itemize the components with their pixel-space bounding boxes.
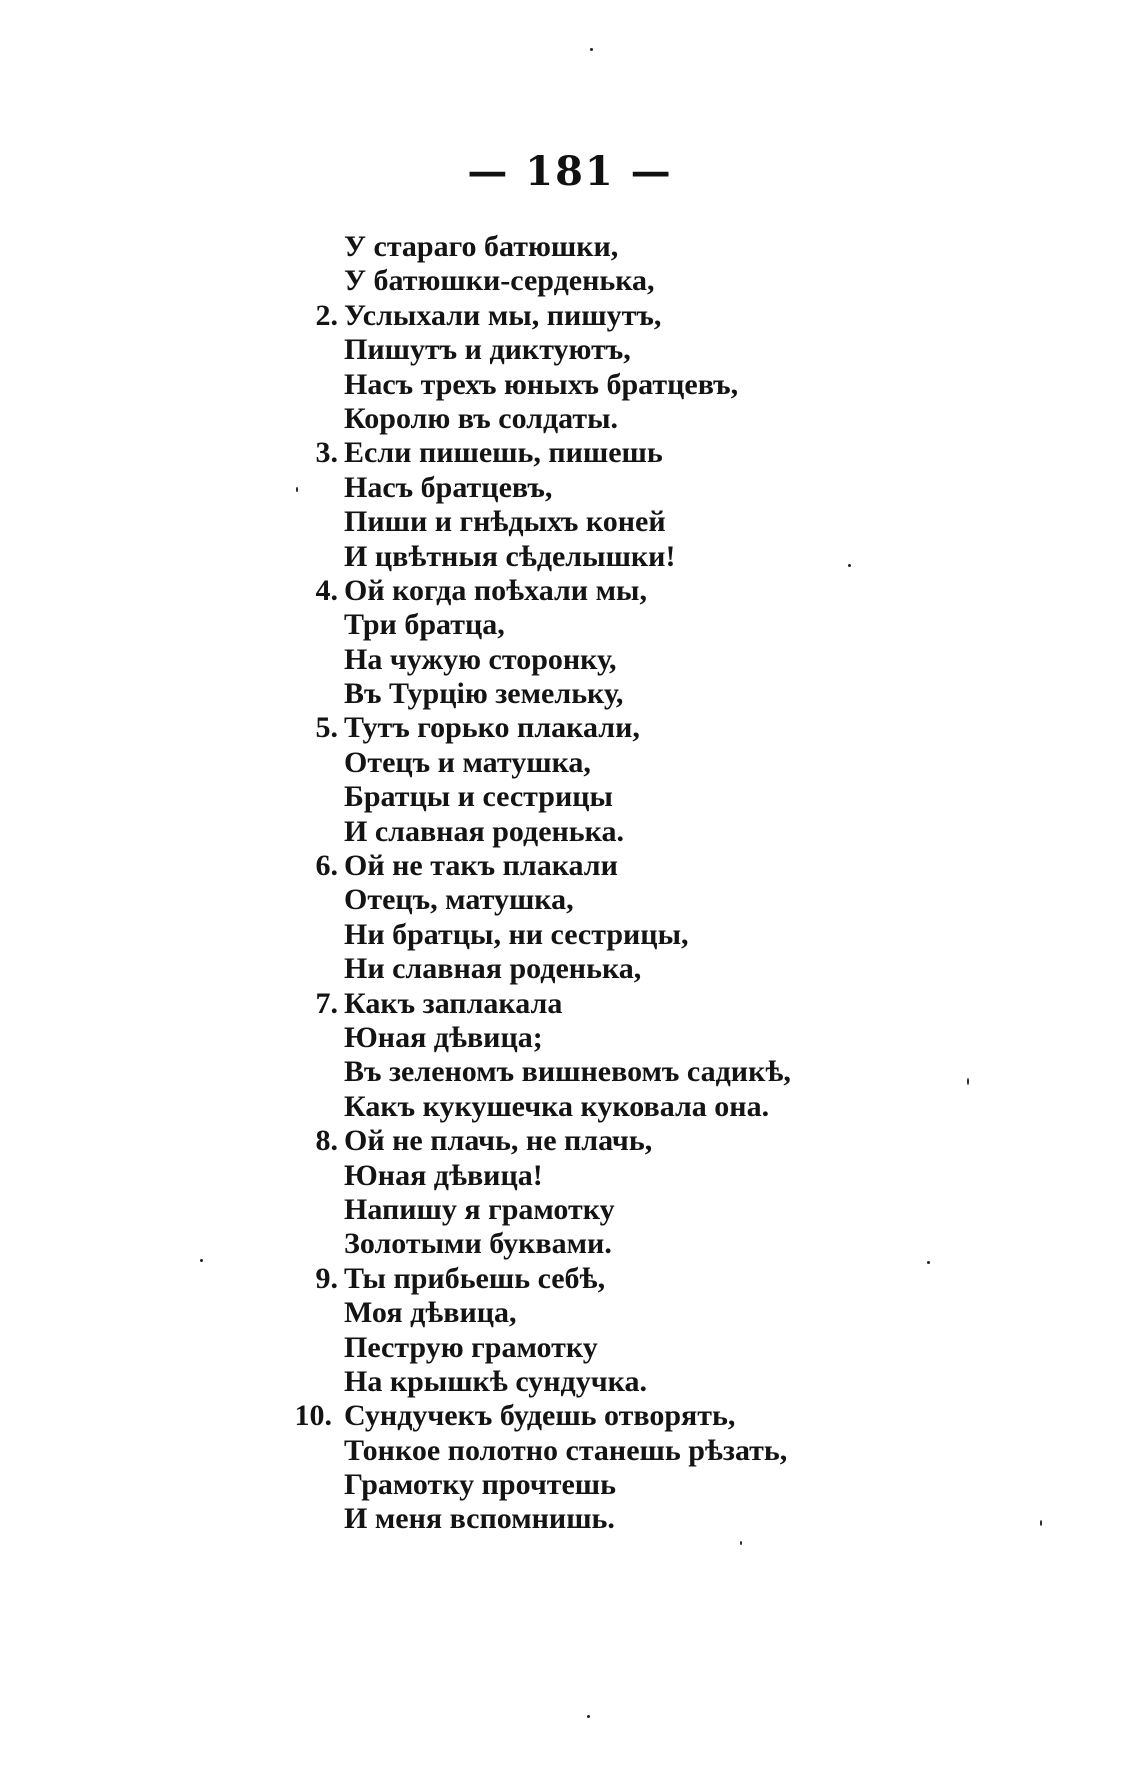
poem-line (300, 1502, 1060, 1536)
line-text: Пеструю грамотку (344, 1330, 598, 1364)
line-text: Грамотку прочтешь (344, 1468, 616, 1502)
line-text: Юная дѣвица! (344, 1158, 543, 1192)
line-text: Отецъ, матушка, (344, 883, 574, 917)
poem-line (300, 1090, 1060, 1124)
poem-line (300, 780, 1060, 814)
line-text: Напишу я грамотку (344, 1192, 615, 1226)
line-text: Въ зеленомъ вишневомъ садикѣ, (344, 1055, 791, 1089)
line-text: Услыхали мы, пишутъ, (344, 298, 662, 332)
line-text: Королю въ солдаты. (344, 401, 619, 435)
stanza-number: 8. (315, 1124, 338, 1158)
stanza-number: 10. (294, 1399, 332, 1433)
stanza-number: 4. (315, 573, 338, 607)
line-text: Ты прибьешь себѣ, (344, 1261, 606, 1295)
stanza-number: 7. (315, 986, 338, 1020)
scan-speck (296, 487, 298, 492)
poem-line (300, 1468, 1060, 1502)
poem-line (300, 264, 1060, 298)
line-text: У стараго батюшки, (344, 230, 619, 263)
line-text: Какъ кукушечка куковала она. (344, 1089, 770, 1123)
line-text: Отецъ и матушка, (344, 745, 591, 779)
poem-line (300, 574, 1060, 608)
line-text: Моя дѣвица, (344, 1296, 517, 1330)
line-text: У батюшки-серденька, (344, 264, 655, 298)
poem-line (294, 1399, 1060, 1433)
poem-line (300, 505, 1060, 539)
poem-line (300, 1159, 1060, 1193)
stanza-number: 9. (315, 1261, 338, 1295)
line-text: Сундучекъ будешь отворять, (344, 1399, 736, 1433)
poem-line (300, 230, 1060, 264)
line-text: Пишутъ и диктуютъ, (344, 333, 631, 367)
poem-line (300, 918, 1060, 952)
line-text: Три братца, (344, 608, 505, 642)
poem-line (300, 1365, 1060, 1399)
page-number: — 181 — (467, 148, 673, 195)
stanza-number: 5. (315, 711, 338, 745)
line-text: Насъ братцевъ, (344, 470, 553, 504)
poem-line (300, 1296, 1060, 1330)
line-text: Пиши и гнѣдыхъ коней (344, 505, 666, 539)
poem-line (300, 540, 1060, 574)
line-text: И славная роденька. (344, 814, 624, 848)
poem-line (300, 471, 1060, 505)
poem-line (300, 1434, 1060, 1468)
scan-speck (200, 1259, 203, 1262)
poem-line (300, 1227, 1060, 1261)
poem-line (300, 1021, 1060, 1055)
stanza-number: 2. (315, 298, 338, 332)
poem-line (300, 711, 1060, 745)
line-text: Какъ заплакала (344, 986, 563, 1020)
poem-line (300, 1193, 1060, 1227)
line-text: На крышкѣ сундучка. (344, 1364, 647, 1398)
poem-line (300, 1331, 1060, 1365)
poem-line (300, 643, 1060, 677)
line-text: Юная дѣвица; (344, 1020, 543, 1054)
poem-line (300, 746, 1060, 780)
poem-line (300, 883, 1060, 917)
poem-line (300, 368, 1060, 402)
line-text: И меня вспомнишь. (344, 1502, 615, 1536)
scan-speck (740, 1541, 742, 1545)
line-text: Ой не плачь, не плачь, (344, 1124, 653, 1158)
stanza-number: 3. (315, 436, 338, 470)
poem-line (300, 1262, 1060, 1296)
poem-line (300, 815, 1060, 849)
poem-line (300, 1055, 1060, 1089)
line-text: Золотыми буквами. (344, 1227, 612, 1261)
line-text: Насъ трехъ юныхъ братцевъ, (344, 367, 739, 401)
poem-line (300, 952, 1060, 986)
line-text: На чужую сторонку, (344, 642, 617, 676)
poem-line (300, 608, 1060, 642)
poem-line (300, 299, 1060, 333)
scan-speck (587, 1715, 590, 1718)
stanza-number: 6. (315, 849, 338, 883)
line-text: Ни братцы, ни сестрицы, (344, 917, 689, 951)
poem-line (300, 1124, 1060, 1158)
scan-speck (590, 48, 593, 51)
scan-speck (1040, 1520, 1042, 1526)
scan-speck (927, 1261, 930, 1264)
line-text: Ни славная роденька, (344, 952, 642, 986)
line-text: Если пишешь, пишешь (344, 436, 663, 470)
poem (294, 230, 1060, 1537)
line-text: Ой когда поѣхали мы, (344, 573, 647, 607)
line-text: Тонкое полотно станешь рѣзать, (344, 1433, 788, 1467)
scan-speck (848, 564, 851, 567)
poem-line (300, 333, 1060, 367)
line-text: Тутъ горько плакали, (344, 711, 640, 745)
poem-line (300, 987, 1060, 1021)
poem-line (300, 677, 1060, 711)
poem-line (300, 849, 1060, 883)
line-text: Ой не такъ плакали (344, 849, 618, 883)
line-text: Въ Турцію земельку, (344, 677, 624, 711)
line-text: И цвѣтныя сѣделышки! (344, 539, 676, 573)
line-text: Братцы и сестрицы (344, 780, 613, 814)
scan-speck (967, 1078, 969, 1085)
poem-line (300, 402, 1060, 436)
poem-line (300, 436, 1060, 470)
